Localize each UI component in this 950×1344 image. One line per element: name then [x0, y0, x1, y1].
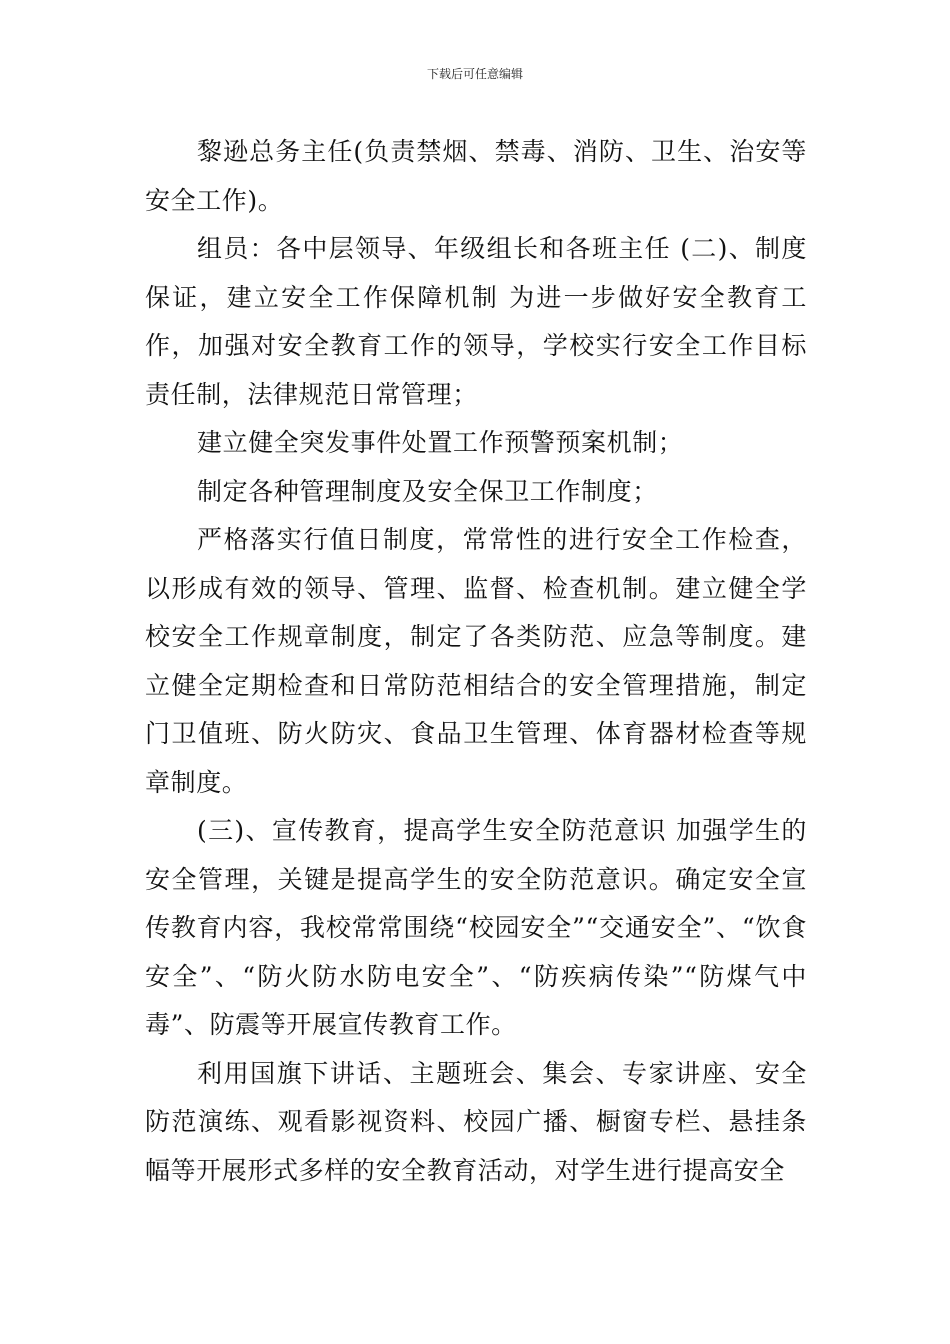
paragraph: 制定各种管理制度及安全保卫工作制度； — [197, 476, 658, 506]
paragraph: 组员：各中层领导、年级组长和各班主任 (二)、制度保证，建立安全工作保障机制 为进一步做好安全教育工作，加强对安全教育工作的领导，学校实行安全工作目标责任制，法律规范日常管理； — [145, 234, 807, 409]
paragraph: 黎逊总务主任(负责禁烟、禁毒、消防、卫生、治安等安全工作)。 — [145, 137, 807, 215]
page-header: 下载后可任意编辑 — [426, 67, 523, 81]
paragraph: 利用国旗下讲话、主题班会、集会、专家讲座、安全防范演练、观看影视资料、校园广播、橱窗专栏、悬挂条幅等开展形式多样的安全教育活动，对学生进行提高安全 — [145, 1058, 807, 1185]
paragraph: 严格落实行值日制度，常常性的进行安全工作检查，以形成有效的领导、管理、监督、检查机制。建立健全学校安全工作规章制度，制定了各类防范、应急等制度。建立健全定期检查和日常防范相结合的安全管理措施，制定门卫值班、防火防灾、食品卫生管理、体育器材检查等规章制度。 — [145, 525, 807, 797]
paragraph: (三)、宣传教育，提高学生安全防范意识 加强学生的安全管理，关键是提高学生的安全防范意识。确定安全宣传教育内容，我校常常围绕“校园安全”“交通安全”、“饮食安全”、“防火防水防电安全”、“防疾病传染”“防煤气中毒”、防震等开展宣传教育工作。 — [145, 816, 807, 1039]
paragraph: 建立健全突发事件处置工作预警预案机制； — [197, 428, 684, 457]
document-body — [145, 128, 807, 1195]
